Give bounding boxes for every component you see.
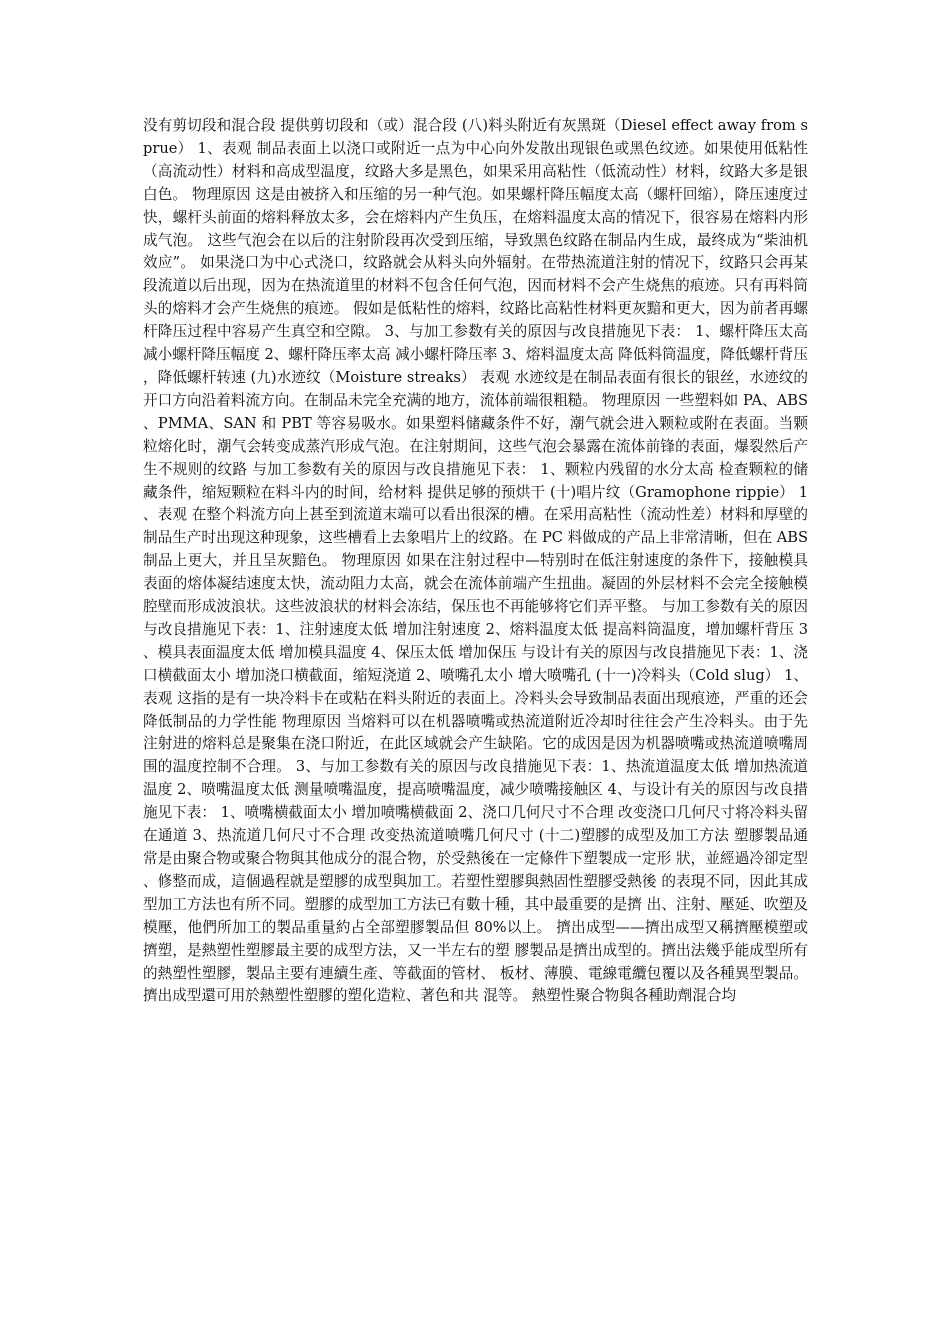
document-page	[143, 115, 808, 1315]
document-body-text: 没有剪切段和混合段 提供剪切段和（或）混合段 (八)料头附近有灰黑斑（Diesel effect away from sprue） 1、表观 制品表面上以浇口或附近一点为中心向外发散出现银色或黑色纹迹。如果使用低粘性（高流动性）材料和高成型温度，纹路大多是黑色，如果采用高粘性（低流动性）材料，纹路大多是银白色。 物理原因 这是由被挤入和压缩的另一种气泡。如果螺杆降压幅度太高（螺杆回缩），降压速度过快，螺杆头前面的熔料释放太多，会在熔料内产生负压，在熔料温度太高的情况下，很容易在熔料内形成气泡。 这些气泡会在以后的注射阶段再次受到压缩，导致黑色纹路在制品内生成，最终成为“柴油机效应”。 如果浇口为中心式浇口，纹路就会从料头向外辐射。在带热流道注射的情况下，纹路只会再某段流道以后出现，因为在热流道里的材料不包含任何气泡，因而材料不会产生烧焦的痕迹。只有再料筒头的熔料才会产生烧焦的痕迹。 假如是低粘性的熔料，纹路比高粘性材料更灰黯和更大，因为前者再螺杆降压过程中容易产生真空和空隙。 3、与加工参数有关的原因与改良措施见下表： 1、螺杆降压太高 减小螺杆降压幅度 2、螺杆降压率太高 减小螺杆降压率 3、熔料温度太高 降低料筒温度，降低螺杆背压，降低螺杆转速 (九)水迹纹（Moisture streaks） 表观 水迹纹是在制品表面有很长的银丝，水迹纹的开口方向沿着料流方向。在制品未完全充满的地方，流体前端很粗糙。 物理原因 一些塑料如 PA、ABS、PMMA、SAN 和 PBT 等容易吸水。如果塑料储藏条件不好，潮气就会进入颗粒或附在表面。当颗粒熔化时，潮气会转变成蒸汽形成气泡。在注射期间，这些气泡会暴露在流体前锋的表面，爆裂然后产生不规则的纹路 与加工参数有关的原因与改良措施见下表： 1、颗粒内残留的水分太高 检查颗粒的储藏条件，缩短颗粒在料斗内的时间，给材料 提供足够的预烘干 (十)唱片纹（Gramophone rippie） 1、表观 在整个料流方向上甚至到流道末端可以看出很深的槽。在采用高粘性（流动性差）材料和厚壁的制品生产时出现这种现象，这些槽看上去象唱片上的纹路。在 PC 料做成的产品上非常清晰，但在 ABS 制品上更大，并且呈灰黯色。 物理原因 如果在注射过程中—特别时在低注射速度的条件下，接触模具表面的熔体凝结速度太快，流动阻力太高，就会在流体前端产生扭曲。凝固的外层材料不会完全接触模腔壁而形成波浪状。这些波浪状的材料会冻结，保压也不再能够将它们弄平整。 与加工参数有关的原因与改良措施见下表：1、注射速度太低 增加注射速度 2、熔料温度太低 提高料筒温度，增加螺杆背压 3、模具表面温度太低 增加模具温度 4、保压太低 增加保压 与设计有关的原因与改良措施见下表：1、浇口横截面太小 增加浇口横截面，缩短浇道 2、喷嘴孔太小 增大喷嘴孔 (十一)冷料头（Cold slug） 1、表观 这指的是有一块冷料卡在或粘在料头附近的表面上。冷料头会导致制品表面出现痕迹，严重的还会降低制品的力学性能 物理原因 当熔料可以在机器喷嘴或热流道附近冷却时往往会产生冷料头。由于先注射进的熔料总是聚集在浇口附近，在此区域就会产生缺陷。它的成因是因为机器喷嘴或热流道喷嘴周围的温度控制不合理。 3、与加工参数有关的原因与改良措施见下表：1、热流道温度太低 增加热流道温度 2、喷嘴温度太低 测量喷嘴温度，提高喷嘴温度，减少喷嘴接触区 4、与设计有关的原因与改良措施见下表： 1、喷嘴横截面太小 增加喷嘴横截面 2、浇口几何尺寸不合理 改变浇口几何尺寸将冷料头留在通道 3、热流道几何尺寸不合理 改变热流道喷嘴几何尺寸 (十二)塑膠的成型及加工方法 塑膠製品通常是由聚合物或聚合物與其他成分的混合物，於受熱後在一定條件下塑製成一定形 狀，並經過冷卻定型、修整而成，這個過程就是塑膠的成型與加工。若塑性塑膠與熱固性塑膠受熱後 的表現不同，因此其成型加工方法也有所不同。塑膠的成型加工方法已有數十種，其中最重要的是擠 出、注射、壓延、吹塑及模壓，他們所加工的製品重量約占全部塑膠製品但 80%以上。 擠出成型——擠出成型又稱擠壓模塑或擠塑，是熱塑性塑膠最主要的成型方法，又一半左右的塑 膠製品是擠出成型的。擠出法幾乎能成型所有的熱塑性塑膠，製品主要有連續生產、等截面的管材、 板材、薄膜、電線電纜包覆以及各種異型製品。擠出成型還可用於熱塑性塑膠的塑化造粒、著色和共 混等。 熱塑性聚合物與各種助劑混合均	[143, 117, 808, 1005]
